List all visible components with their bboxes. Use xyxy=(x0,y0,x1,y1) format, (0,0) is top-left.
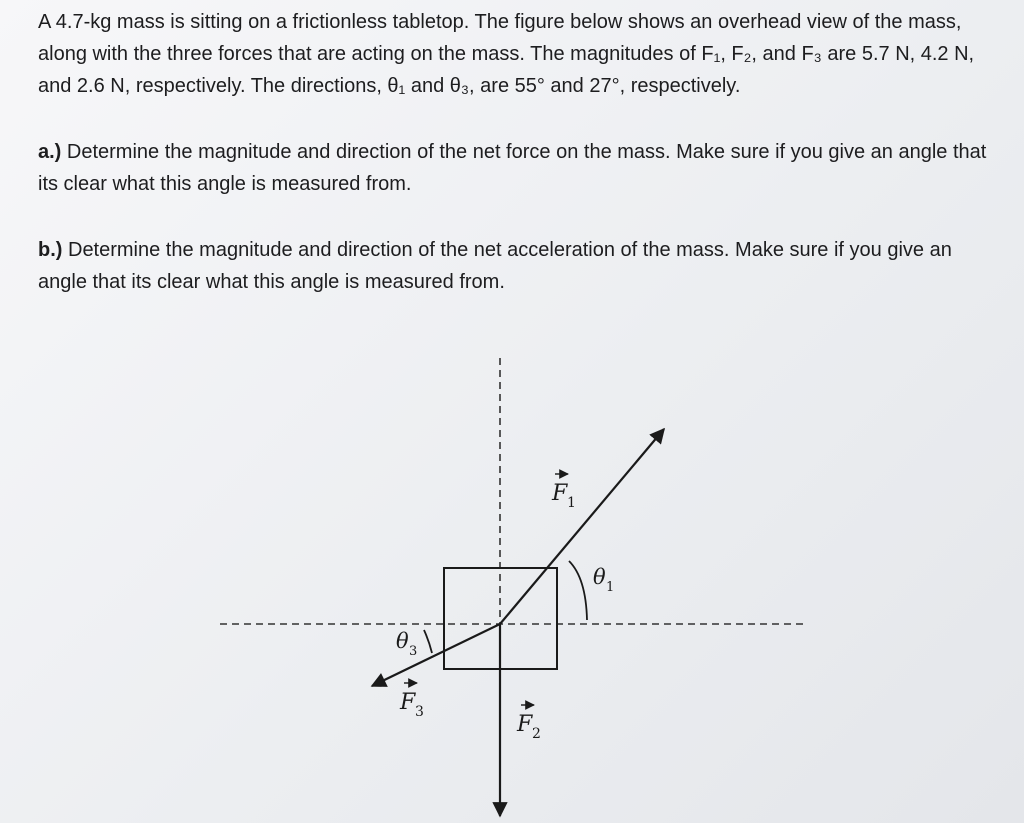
f1-subscript: 1 xyxy=(567,495,576,511)
part-b-label: b.) xyxy=(38,239,63,261)
f1-label xyxy=(551,474,576,511)
force-f1-arrow xyxy=(500,429,664,624)
force-f3-arrow xyxy=(372,624,500,686)
part-a-text: Determine the magnitude and direction of the net force on the mass. Make sure if you give an angle that its clear what this angle is measured from. xyxy=(38,141,987,195)
theta3-label xyxy=(396,629,417,659)
theta1-letter: θ xyxy=(593,565,606,589)
theta3-letter: θ xyxy=(396,629,409,653)
f2-letter: F xyxy=(517,712,533,737)
f3-letter: F xyxy=(400,690,416,715)
part-a-label: a.) xyxy=(38,141,62,163)
theta3-arc xyxy=(424,630,432,653)
theta1-label xyxy=(593,565,614,595)
part-b-text: Determine the magnitude and direction of the net acceleration of the mass. Make sure if you give an angle that its clear what this angle is measured from. xyxy=(38,239,952,293)
f1-letter: F xyxy=(552,481,568,506)
theta1-subscript: 1 xyxy=(606,580,615,595)
f2-subscript: 2 xyxy=(532,726,541,742)
f3-label xyxy=(399,683,424,720)
f2-label xyxy=(516,705,541,742)
f3-subscript: 3 xyxy=(415,704,424,720)
theta3-subscript: 3 xyxy=(409,644,418,659)
problem-intro: A 4.7-kg mass is sitting on a frictionless tabletop. The figure below shows an overhead view of the mass, along with the three forces that are acting on the mass. The magnitudes of F₁, F₂, and F₃ are 5.7 N, 4.2 N, and 2.6 N, respectively. The directions, θ₁ and θ₃, are 55° and 27°, respectively. xyxy=(38,11,975,97)
theta1-arc xyxy=(569,561,587,620)
